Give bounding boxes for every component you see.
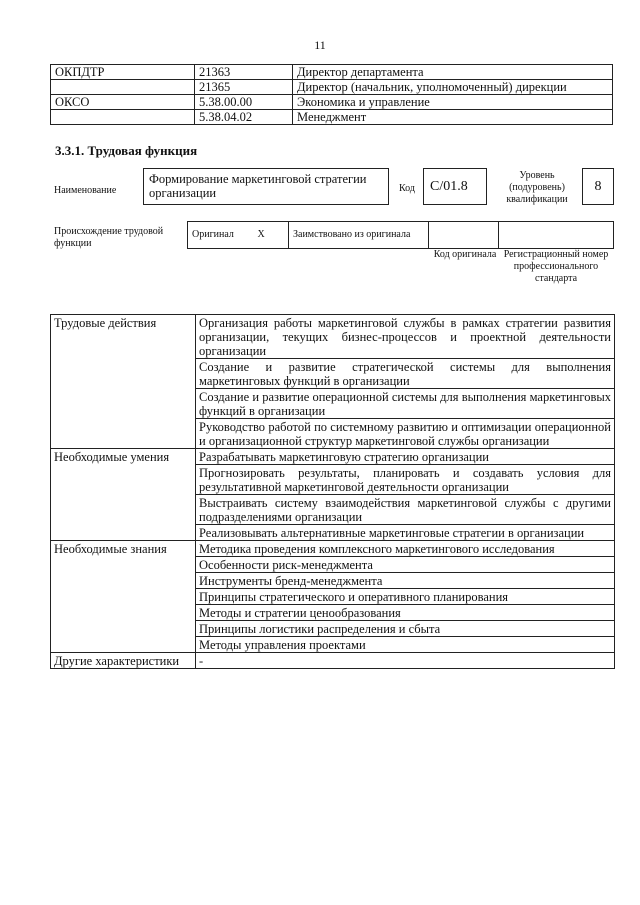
requirement-item: Создание и развитие операционной системы для выполнения маркетинговых функций в организации <box>196 389 615 419</box>
group-title: Трудовые действия <box>51 315 196 449</box>
classifier-name <box>51 110 195 125</box>
requirement-item: Инструменты бренд-менеджмента <box>196 573 615 589</box>
classifier-description: Директор департамента <box>293 65 613 80</box>
reg-number-caption: Регистрационный номер профессионального стандарта <box>503 249 609 284</box>
function-name-value: Формирование маркетинговой стратегии организации <box>143 168 389 205</box>
classifier-name <box>51 80 195 95</box>
original-mark: X <box>254 222 289 249</box>
group-title: Необходимые знания <box>51 541 196 653</box>
labor-function-table <box>50 314 615 669</box>
classifier-code: 21363 <box>195 65 293 80</box>
code-original-caption: Код оригинала <box>433 249 497 260</box>
requirement-item: Разрабатывать маркетинговую стратегию организации <box>196 449 615 465</box>
requirement-item: Руководство работой по системному развитию и оптимизации операционной и организационной структур маркетинговой службы организации <box>196 419 615 449</box>
requirement-item: Методы и стратегии ценообразования <box>196 605 615 621</box>
requirement-row <box>51 541 615 557</box>
requirement-row <box>51 315 615 359</box>
page-number: 11 <box>314 38 326 52</box>
section-title: 3.3.1. Трудовая функция <box>55 143 198 158</box>
original-label: Оригинал <box>188 222 254 249</box>
requirement-item: Методы управления проектами <box>196 637 615 653</box>
requirement-item: Принципы стратегического и оперативного планирования <box>196 589 615 605</box>
classifier-name: ОКПДТР <box>51 65 195 80</box>
group-title: Необходимые умения <box>51 449 196 541</box>
requirement-row <box>51 653 615 669</box>
requirement-item: Организация работы маркетинговой службы в рамках стратегии развития организации, текущих бизнес-процессов и проектной деятельности организации <box>196 315 615 359</box>
classifier-code: 21365 <box>195 80 293 95</box>
function-code-value: C/01.8 <box>423 168 487 205</box>
reg-number-cell <box>499 222 614 249</box>
qualification-level-value: 8 <box>582 168 614 205</box>
classifier-description: Менеджмент <box>293 110 613 125</box>
code-label: Код <box>399 183 415 194</box>
classifier-row <box>51 65 613 80</box>
classifier-row <box>51 80 613 95</box>
code-original-cell <box>429 222 499 249</box>
classifier-code: 5.38.04.02 <box>195 110 293 125</box>
requirement-item: Выстраивать систему взаимодействия маркетинговой службы с другими подразделениями организации <box>196 495 615 525</box>
requirement-row <box>51 449 615 465</box>
origin-label: Происхождение трудовой функции <box>54 226 164 249</box>
requirement-item: Принципы логистики распределения и сбыта <box>196 621 615 637</box>
name-label: Наименование <box>54 185 117 196</box>
classifier-name: ОКСО <box>51 95 195 110</box>
requirement-item: Прогнозировать результаты, планировать и создавать условия для результативной маркетинговой деятельности организации <box>196 465 615 495</box>
classifier-row <box>51 110 613 125</box>
requirement-item: Методика проведения комплексного маркетингового исследования <box>196 541 615 557</box>
classifier-code: 5.38.00.00 <box>195 95 293 110</box>
classifier-row <box>51 95 613 110</box>
requirement-item: - <box>196 653 615 669</box>
requirement-item: Реализовывать альтернативные маркетинговые стратегии в организации <box>196 525 615 541</box>
classifier-table <box>50 64 613 125</box>
borrowed-label: Заимствовано из оригинала <box>289 222 429 249</box>
classifier-description: Экономика и управление <box>293 95 613 110</box>
qualification-level-label: Уровень (подуровень) квалификации <box>506 170 568 205</box>
requirement-item: Создание и развитие стратегической системы для выполнения маркетинговых функций в организации <box>196 359 615 389</box>
group-title: Другие характеристики <box>51 653 196 669</box>
origin-table <box>187 221 614 249</box>
requirement-item: Особенности риск-менеджмента <box>196 557 615 573</box>
classifier-description: Директор (начальник, уполномоченный) дирекции <box>293 80 613 95</box>
